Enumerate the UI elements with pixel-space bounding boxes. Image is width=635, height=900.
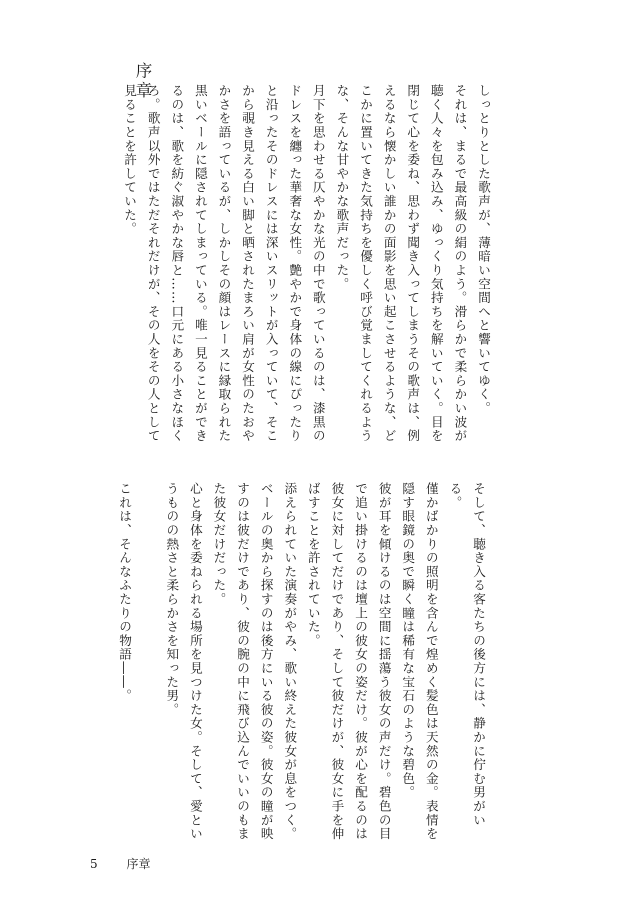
paragraph: そして、聴き入る客たちの後方には、静かに佇む男がいる。: [447, 482, 486, 827]
top-text-block: [94, 84, 495, 444]
paragraph: これは、そんなふたりの物語――。: [117, 482, 133, 703]
paragraph: 彼が耳を傾けるのは空間に揺蕩う彼女の声だけ。碧色の目で追い掛けるのは壇上の彼女の姿だけ。彼が心を配るのは彼女に対してだけであり、そして彼だけが、彼女に手を伸ばすことを許されていた。: [305, 482, 392, 841]
paragraph: しっとりとした歌声が、薄暗い空間へと響いてゆく。: [476, 84, 491, 416]
chapter-title: 序章: [133, 62, 152, 101]
paragraph: それは、まるで最高級の絹のよう。滑らかで柔らかい波が聴く人々を包み込み、ゆっくり気持ちを解いていく。目を閉じて心を委ね、思わず聞き入ってしまうその歌声は、例えるなら懐かしい誰かの面影を思い起こさせるような、どこかに置いてきた気持ちを優しく呼び覚ましてくれるような、そんな甘やかな歌声だった。: [334, 84, 468, 443]
paragraph: 添えられていた演奏がやみ、歌い終えた彼女が息をつく。ベールの奥から探すのは後方にいる彼の姿。彼女の瞳が映すのは彼だけであり、彼の腕の中に飛び込んでいいのもまた彼女だけだった。: [211, 482, 298, 841]
bottom-text-block: [89, 482, 490, 847]
running-title: 序章: [126, 857, 151, 871]
paragraph: 心と身体を委ねられる場所を見つけた女。そして、愛というものの熱さと柔らかさを知った男。: [164, 482, 203, 841]
paragraph: 月下を思わせる仄やかな光の中で歌っているのは、漆黒のドレスを纏った華奢な女性。艶やかで身体の線にぴったりと沿ったそのドレスには深いスリットが入っていて、そこから覗き見える白い脚と晒されたまろい肩が女性のたおやかさを語っているが、しかしその顔はレースに縁取られた黒いベールに隠されてしまっている。唯一見ることができるのは、歌を紡ぐ淑やかな唇と……口元にある小さなほくろ。歌声以外ではただそれだけが、その人をその人として見ることを許していた。: [122, 84, 326, 443]
page-footer: [90, 855, 150, 872]
page-number: 5: [90, 857, 98, 871]
paragraph: 僅かばかりの照明を含んで煌めく髪色は天然の金。表情を隠す眼鏡の奥で瞬く瞳は稀有な宝石のような碧色。: [400, 482, 439, 841]
